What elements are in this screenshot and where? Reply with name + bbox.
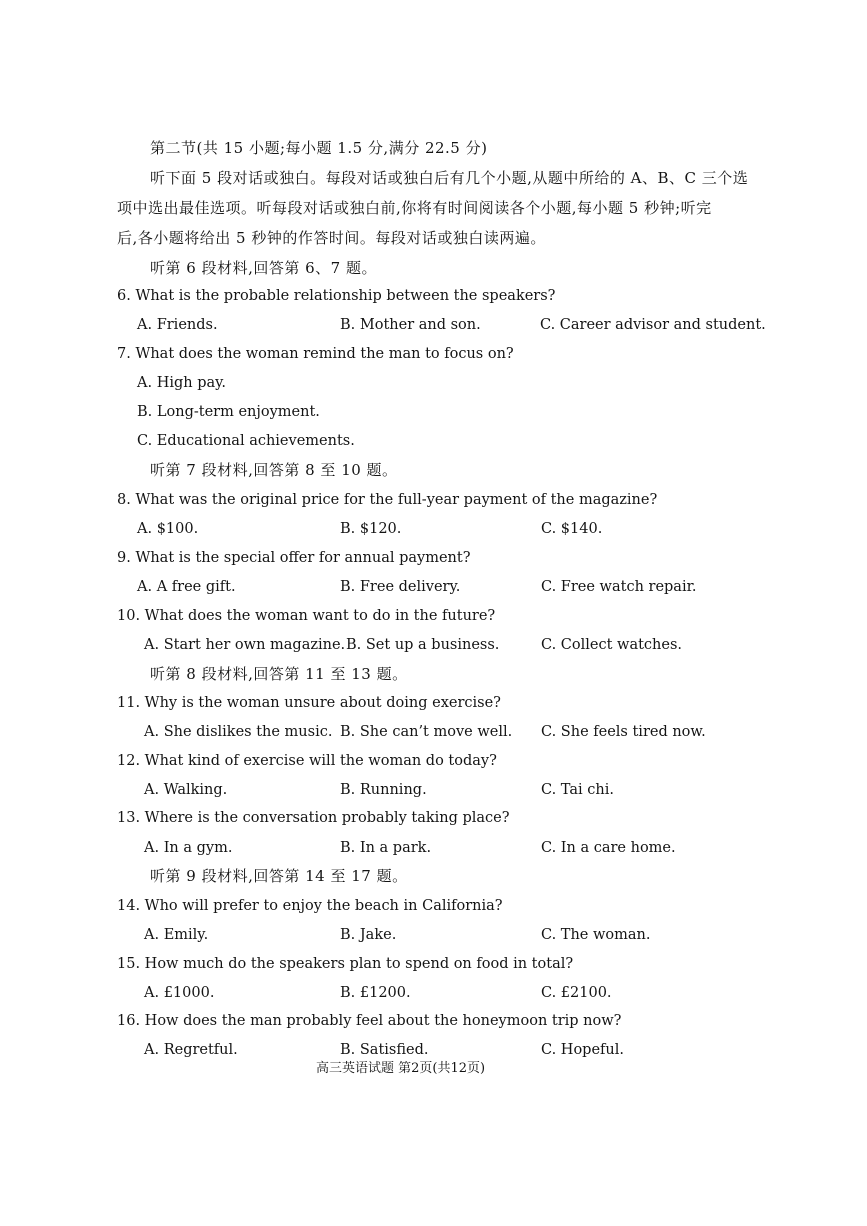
option-9b: B. Free delivery. xyxy=(340,579,461,595)
question-15: 15. How much do the speakers plan to spend on food in total? xyxy=(117,956,574,972)
option-12c: C. Tai chi. xyxy=(541,782,614,798)
option-14c: C. The woman. xyxy=(541,927,651,943)
material-heading-7: 听第 7 段材料,回答第 8 至 10 题。 xyxy=(150,461,398,479)
section-title: 第二节(共 15 小题;每小题 1.5 分,满分 22.5 分) xyxy=(150,139,488,157)
option-10c: C. Collect watches. xyxy=(541,637,683,653)
instruction-line-3: 后,各小题将给出 5 秒钟的作答时间。每段对话或独白读两遍。 xyxy=(117,229,546,247)
option-13b: B. In a park. xyxy=(340,840,432,856)
question-7: 7. What does the woman remind the man to focus on? xyxy=(117,346,514,362)
option-15c: C. £2100. xyxy=(541,985,612,1001)
question-6: 6. What is the probable relationship between the speakers? xyxy=(117,288,556,304)
question-8: 8. What was the original price for the full-year payment of the magazine? xyxy=(117,492,658,508)
option-7c: C. Educational achievements. xyxy=(137,433,355,449)
page-footer: 高三英语试题 第2页(共12页) xyxy=(316,1061,486,1076)
question-11: 11. Why is the woman unsure about doing exercise? xyxy=(117,695,501,711)
question-10: 10. What does the woman want to do in the future? xyxy=(117,608,496,624)
option-16c: C. Hopeful. xyxy=(541,1042,624,1058)
question-12: 12. What kind of exercise will the woman do today? xyxy=(117,753,497,769)
option-11a: A. She dislikes the music. xyxy=(144,724,333,740)
option-14b: B. Jake. xyxy=(340,927,397,943)
option-11b: B. She can’t move well. xyxy=(340,724,513,740)
option-13a: A. In a gym. xyxy=(144,840,233,856)
option-12b: B. Running. xyxy=(340,782,427,798)
option-8c: C. $140. xyxy=(541,521,603,537)
instruction-line-1: 听下面 5 段对话或独白。每段对话或独白后有几个小题,从题中所给的 A、B、C 三个选 xyxy=(150,169,749,187)
option-16a: A. Regretful. xyxy=(144,1042,238,1058)
material-heading-6: 听第 6 段材料,回答第 6、7 题。 xyxy=(150,259,377,277)
option-8a: A. $100. xyxy=(137,521,199,537)
option-15b: B. £1200. xyxy=(340,985,411,1001)
option-11c: C. She feels tired now. xyxy=(541,724,706,740)
option-8b: B. $120. xyxy=(340,521,402,537)
option-9c: C. Free watch repair. xyxy=(541,579,697,595)
option-14a: A. Emily. xyxy=(144,927,209,943)
question-13: 13. Where is the conversation probably taking place? xyxy=(117,810,510,826)
option-6a: A. Friends. xyxy=(137,317,218,333)
material-heading-8: 听第 8 段材料,回答第 11 至 13 题。 xyxy=(150,665,408,683)
option-6b: B. Mother and son. xyxy=(340,317,481,333)
question-9: 9. What is the special offer for annual payment? xyxy=(117,550,471,566)
option-7b: B. Long-term enjoyment. xyxy=(137,404,320,420)
option-16b: B. Satisfied. xyxy=(340,1042,429,1058)
option-10b: B. Set up a business. xyxy=(346,637,500,653)
option-12a: A. Walking. xyxy=(144,782,228,798)
option-13c: C. In a care home. xyxy=(541,840,676,856)
option-7a: A. High pay. xyxy=(137,375,227,391)
question-14: 14. Who will prefer to enjoy the beach in California? xyxy=(117,898,503,914)
option-6c: C. Career advisor and student. xyxy=(540,317,766,333)
material-heading-9: 听第 9 段材料,回答第 14 至 17 题。 xyxy=(150,867,408,885)
option-10a: A. Start her own magazine. xyxy=(144,637,346,653)
option-9a: A. A free gift. xyxy=(137,579,236,595)
option-15a: A. £1000. xyxy=(144,985,215,1001)
instruction-line-2: 项中选出最佳选项。听每段对话或独白前,你将有时间阅读各个小题,每小题 5 秒钟;听完 xyxy=(117,199,712,217)
question-16: 16. How does the man probably feel about the honeymoon trip now? xyxy=(117,1013,622,1029)
